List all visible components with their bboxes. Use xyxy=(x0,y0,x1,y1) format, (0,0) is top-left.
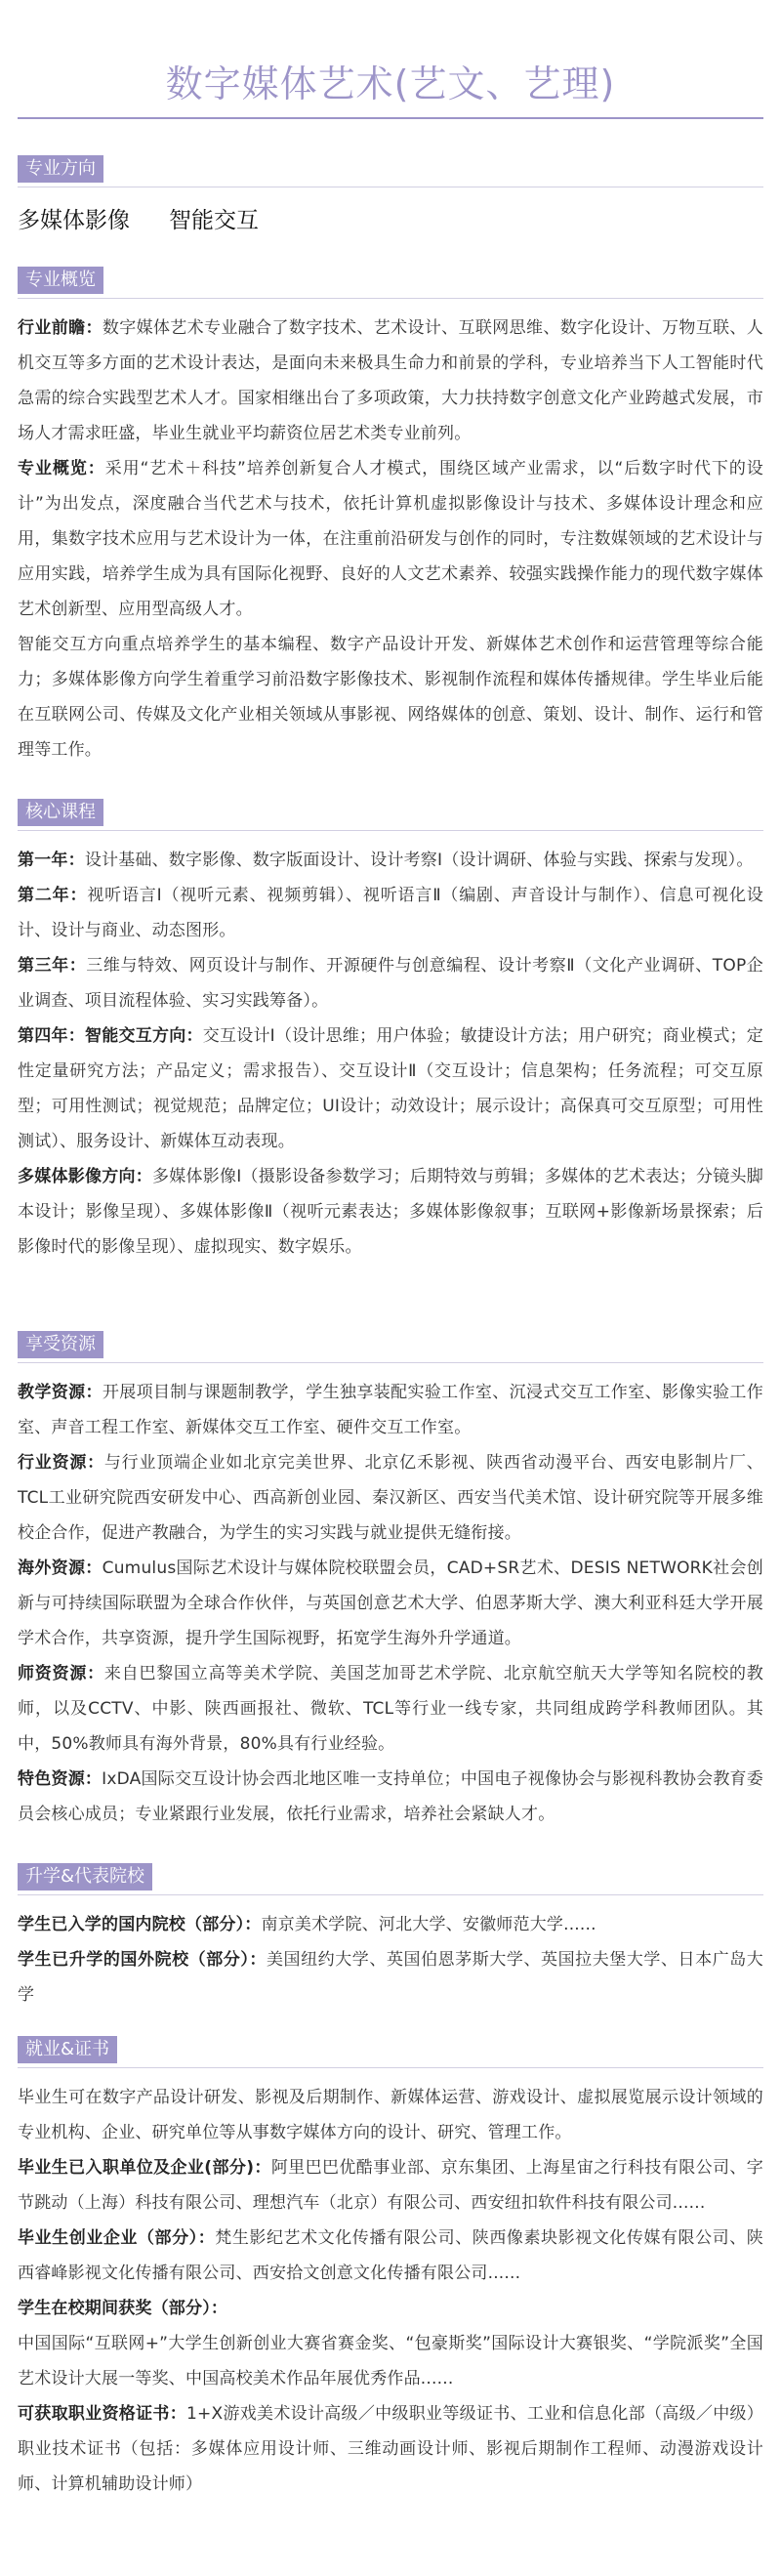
paragraph-text: 多媒体影像Ⅰ（摄影设备参数学习；后期特效与剪辑；多媒体的艺术表达；分镜头脚本设计；影像呈现）、多媒体影像Ⅱ（视听元素表达；多媒体影像叙事；互联网+影像新场景探索；后影像时代的影像呈现）、虚拟现实、数字娱乐。 xyxy=(18,1167,763,1257)
paragraph-label: 海外资源： xyxy=(18,1558,103,1578)
paragraph-text: 设计基础、数字影像、数字版面设计、设计考察Ⅰ（设计调研、体验与实践、探索与发现）。 xyxy=(84,851,754,870)
paragraph-label: 师资资源： xyxy=(18,1664,104,1683)
paragraph xyxy=(18,1762,763,1832)
section-badge: 专业概览 xyxy=(18,267,103,294)
paragraph-label: 教学资源： xyxy=(18,1383,103,1402)
paragraph-text: 数字媒体艺术专业融合了数字技术、艺术设计、互联网思维、数字化设计、万物互联、人机交互等多方面的艺术设计表达，是面向未来极具生命力和前景的学科，专业培养当下人工智能时代急需的综合实践型艺术人才。国家相继出台了多项政策，大力扶持数字创意文化产业跨越式发展，市场人才需求旺盛，毕业生就业平均薪资位居艺术类专业前列。 xyxy=(18,318,763,443)
paragraph-label: 专业概览： xyxy=(18,459,105,478)
paragraph-label: 毕业生创业企业（部分）： xyxy=(18,2228,216,2248)
section-core-courses xyxy=(18,799,763,1265)
paragraph-text: 美国纽约大学、英国伯恩茅斯大学、英国拉夫堡大学、日本广岛大学 xyxy=(18,1950,763,2005)
paragraph xyxy=(18,2221,763,2291)
paragraph-text: 阿里巴巴优酷事业部、京东集团、上海星宙之行科技有限公司、字节跳动（上海）科技有限公司、理想汽车（北京）有限公司、西安纽扣软件科技有限公司...... xyxy=(18,2158,763,2213)
paragraph-text: 与行业顶端企业如北京完美世界、北京亿禾影视、陕西省动漫平台、西安电影制片厂、TCL工业研究院西安研发中心、西高新创业园、秦汉新区、西安当代美术馆、设计研究院等开展多维校企合作，促进产教融合，为学生的实习实践与就业提供无缝衔接。 xyxy=(18,1453,763,1543)
paragraph-text: 南京美术学院、河北大学、安徽师范大学...... xyxy=(261,1915,596,1934)
paragraph-label: 学生在校期间获奖（部分）： xyxy=(18,2299,228,2318)
paragraph xyxy=(18,1375,763,1445)
paragraph xyxy=(18,2080,763,2150)
paragraph xyxy=(18,843,763,878)
paragraph-text: 来自巴黎国立高等美术学院、美国芝加哥艺术学院、北京航空航天大学等知名院校的教师，以及CCTV、中影、陕西画报社、微软、TCL等行业一线专家，共同组成跨学科教师团队。其中，50%教师具有海外背景，80%具有行业经验。 xyxy=(18,1664,763,1754)
paragraph-label: 行业资源： xyxy=(18,1453,104,1473)
paragraph xyxy=(18,1018,763,1159)
paragraph xyxy=(18,2291,763,2326)
paragraph-text: 开展项目制与课题制教学，学生独享装配实验工作室、沉浸式交互工作室、影像实验工作室、声音工程工作室、新媒体交互工作室、硬件交互工作室。 xyxy=(18,1383,763,1437)
paragraph-text: 视听语言Ⅰ（视听元素、视频剪辑）、视听语言Ⅱ（编剧、声音设计与制作）、信息可视化设计、设计与商业、动态图形。 xyxy=(18,886,763,940)
paragraph-text: 三维与特效、网页设计与制作、开源硬件与创意编程、设计考察Ⅱ（文化产业调研、TOP企业调查、项目流程体验、实习实践筹备）。 xyxy=(18,956,763,1011)
paragraph-text: 梵生影纪艺术文化传播有限公司、陕西像素块影视文化传媒有限公司、陕西睿峰影视文化传播有限公司、西安拾文创意文化传播有限公司...... xyxy=(18,2228,763,2283)
paragraph xyxy=(18,1907,763,1942)
paragraph xyxy=(18,948,763,1018)
paragraph-text: Cumulus国际艺术设计与媒体院校联盟会员，CAD+SR艺术、DESIS NETWORK社会创新与可持续国际联盟为全球合作伙伴，与英国创意艺术大学、伯恩茅斯大学、澳大利亚科廷大学开展学术合作，共享资源，提升学生国际视野，拓宽学生海外升学通道。 xyxy=(18,1558,763,1648)
paragraph xyxy=(18,2396,763,2502)
paragraph xyxy=(18,1445,763,1551)
paragraph-text: 交互设计Ⅰ（设计思维；用户体验；敏捷设计方法；用户研究；商业模式；定性定量研究方法；产品定义；需求报告）、交互设计Ⅱ（交互设计；信息架构；任务流程；可交互原型；可用性测试；视觉规范；品牌定位；UI设计；动效设计；展示设计；高保真可交互原型；可用性测试）、服务设计、新媒体互动表现。 xyxy=(18,1026,764,1151)
section-badge: 就业&证书 xyxy=(18,2036,117,2063)
section-body xyxy=(18,1375,763,1832)
paragraph-label: 学生已入学的国内院校（部分）： xyxy=(18,1915,262,1934)
section-employment xyxy=(18,2036,763,2502)
paragraph-label: 第二年： xyxy=(18,886,88,905)
section-body xyxy=(18,2080,763,2502)
section-badge: 升学&代表院校 xyxy=(18,1863,152,1890)
section-badge: 专业方向 xyxy=(18,155,103,183)
section-body xyxy=(18,1907,763,2013)
paragraph xyxy=(18,1159,763,1265)
paragraph-label: 第四年：智能交互方向： xyxy=(18,1026,203,1046)
paragraph xyxy=(18,1551,763,1656)
paragraph-text: 中国国际“互联网+”大学生创新创业大赛省赛金奖、“包豪斯奖”国际设计大赛银奖、“学院派奖”全国艺术设计大展一等奖、中国高校美术作品年展优秀作品...... xyxy=(18,2334,763,2389)
section-divider xyxy=(18,1894,763,1895)
section-body xyxy=(18,311,763,768)
section-divider xyxy=(18,2067,763,2068)
paragraph-label: 可获取职业资格证书： xyxy=(18,2404,187,2424)
major-direction-item: 多媒体影像 xyxy=(18,208,130,233)
section-divider xyxy=(18,1362,763,1363)
paragraph xyxy=(18,2150,763,2221)
section-badge: 核心课程 xyxy=(18,799,103,826)
paragraph-label: 毕业生已入职单位及企业(部分)： xyxy=(18,2158,271,2178)
paragraph xyxy=(18,311,763,451)
paragraph-label: 学生已升学的国外院校（部分）： xyxy=(18,1950,267,1970)
paragraph-label: 第三年： xyxy=(18,956,87,976)
major-direction-list xyxy=(18,205,763,236)
paragraph-text: 毕业生可在数字产品设计研发、影视及后期制作、新媒体运营、游戏设计、虚拟展览展示设计领域的专业机构、企业、研究单位等从事数字媒体方向的设计、研究、管理工作。 xyxy=(18,2088,763,2142)
paragraph-label: 第一年： xyxy=(18,851,85,870)
paragraph xyxy=(18,627,763,768)
section-badge: 享受资源 xyxy=(18,1331,103,1358)
section-divider xyxy=(18,298,763,299)
title-divider xyxy=(18,117,763,119)
major-direction-item: 智能交互 xyxy=(169,208,259,233)
section-overview xyxy=(18,267,763,768)
paragraph-text: IxDA国际交互设计协会西北地区唯一支持单位；中国电子视像协会与影视科教协会教育委员会核心成员；专业紧跟行业发展，依托行业需求，培养社会紧缺人才。 xyxy=(18,1769,763,1824)
paragraph-text: 采用“艺术＋科技”培养创新复合人才模式，围绕区域产业需求，以“后数字时代下的设计”为出发点，深度融合当代艺术与技术，依托计算机虚拟影像设计与技术、多媒体设计理念和应用，集数字技术应用与艺术设计为一体，在注重前沿研发与创作的同时，专注数媒领域的艺术设计与应用实践，培养学生成为具有国际化视野、良好的人文艺术素养、较强实践操作能力的现代数字媒体艺术创新型、应用型高级人才。 xyxy=(18,459,763,619)
paragraph xyxy=(18,1942,763,2013)
paragraph xyxy=(18,451,763,627)
paragraph xyxy=(18,1656,763,1762)
paragraph-text: 智能交互方向重点培养学生的基本编程、数字产品设计开发、新媒体艺术创作和运营管理等综合能力；多媒体影像方向学生着重学习前沿数字影像技术、影视制作流程和媒体传播规律。学生毕业后能在互联网公司、传媒及文化产业相关领域从事影视、网络媒体的创意、策划、设计、制作、运行和管理等工作。 xyxy=(18,635,763,760)
paragraph-label: 特色资源： xyxy=(18,1769,103,1789)
paragraph-label: 多媒体影像方向： xyxy=(18,1167,152,1186)
section-body xyxy=(18,843,763,1265)
section-major-direction xyxy=(18,155,763,236)
paragraph-text: 1+X游戏美术设计高级／中级职业等级证书、工业和信息化部（高级／中级）职业技术证书（包括：多媒体应用设计师、三维动画设计师、影视后期制作工程师、动漫游戏设计师、计算机辅助设计师） xyxy=(18,2404,763,2494)
section-divider xyxy=(18,830,763,831)
page-title: 数字媒体艺术(艺文、艺理) xyxy=(165,62,616,105)
section-further-study xyxy=(18,1863,763,2013)
section-resources xyxy=(18,1331,763,1832)
paragraph xyxy=(18,878,763,948)
paragraph-label: 行业前瞻： xyxy=(18,318,103,338)
paragraph xyxy=(18,2326,763,2396)
